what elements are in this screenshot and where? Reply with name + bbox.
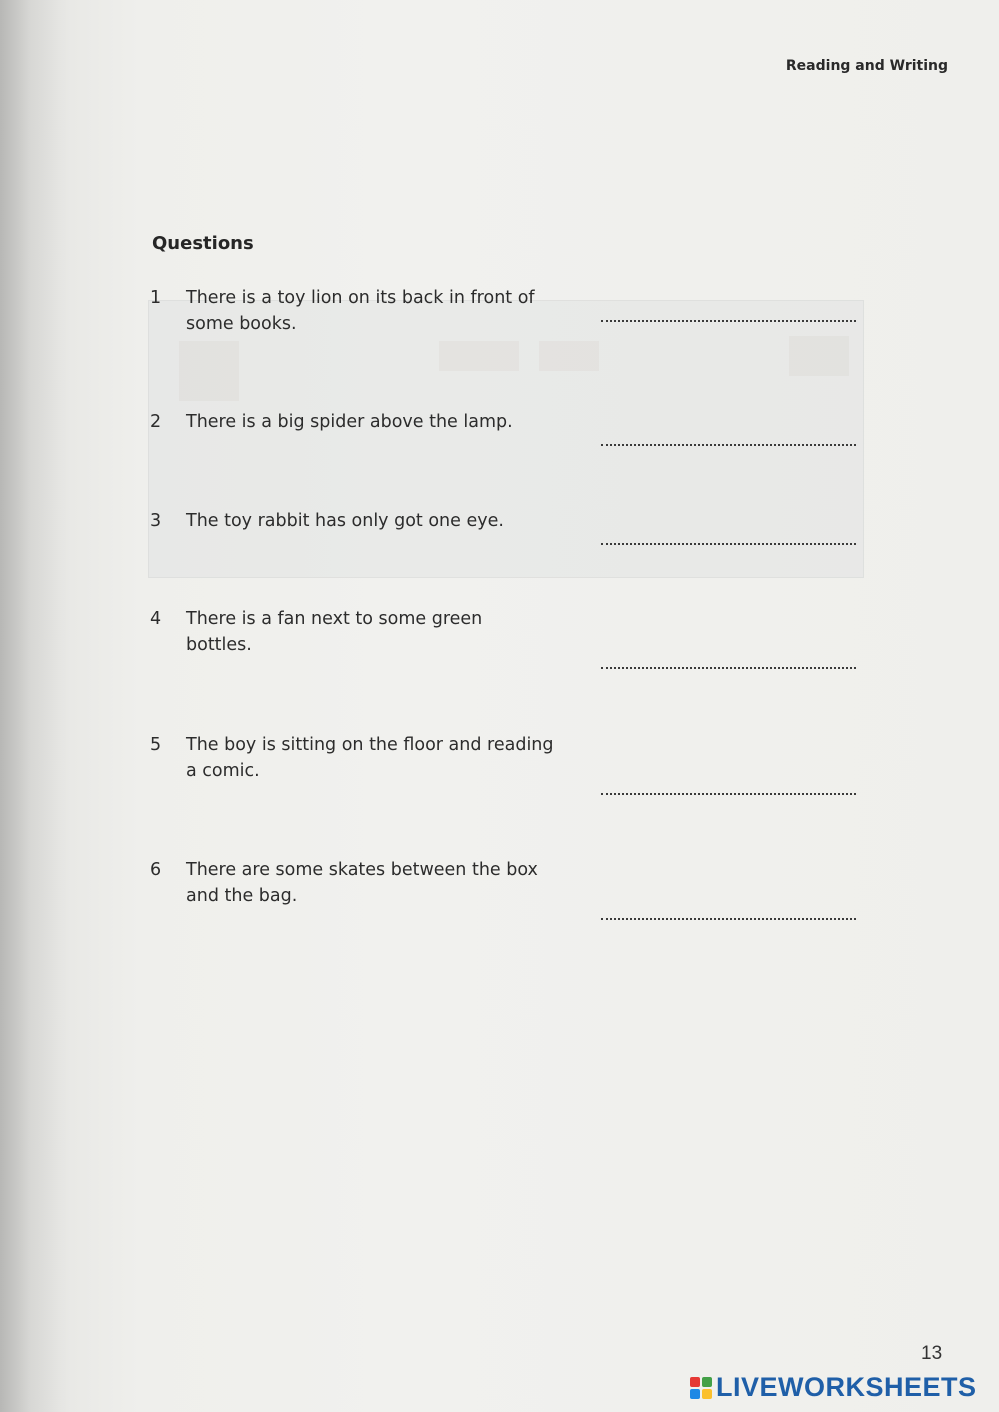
answer-line-4[interactable] — [601, 667, 856, 669]
question-4 — [150, 606, 540, 658]
answer-line-5[interactable] — [601, 793, 856, 795]
liveworksheets-brand[interactable] — [690, 1372, 977, 1403]
questions-heading: Questions — [152, 233, 254, 254]
brand-name: LIVEWORKSHEETS — [716, 1372, 977, 1402]
question-text: There is a fan next to some green bottles. — [186, 609, 483, 655]
question-number: 2 — [150, 412, 162, 432]
question-1 — [150, 285, 560, 337]
question-text: There is a big spider above the lamp. — [186, 412, 513, 432]
question-number: 5 — [150, 735, 162, 755]
question-2 — [150, 409, 560, 435]
question-text: The toy rabbit has only got one eye. — [186, 511, 504, 531]
question-3 — [150, 508, 560, 534]
page-number: 13 — [921, 1343, 943, 1364]
section-header: Reading and Writing — [785, 58, 948, 74]
question-text: There is a toy lion on its back in front of some books. — [186, 288, 535, 334]
answer-line-1[interactable] — [601, 320, 856, 322]
answer-line-2[interactable] — [601, 444, 856, 446]
answer-line-6[interactable] — [601, 918, 856, 920]
question-text: The boy is sitting on the floor and reading a comic. — [186, 735, 554, 781]
bleed-through-picture — [148, 300, 864, 578]
question-number: 3 — [150, 511, 162, 531]
question-text: There are some skates between the box and the bag. — [186, 860, 538, 906]
binding-shadow — [0, 0, 70, 1412]
liveworksheets-logo-icon — [690, 1377, 712, 1399]
answer-line-3[interactable] — [601, 543, 856, 545]
question-5 — [150, 732, 560, 784]
question-6 — [150, 857, 550, 909]
question-number: 6 — [150, 860, 162, 880]
question-number: 4 — [150, 609, 162, 629]
question-number: 1 — [150, 288, 162, 308]
